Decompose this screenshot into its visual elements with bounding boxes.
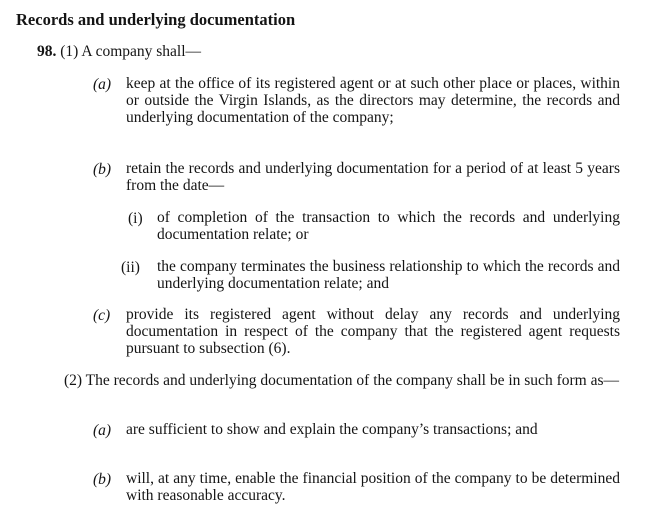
paragraph-a-label: (a) (93, 76, 112, 93)
subsection-1-intro: A company shall— (81, 43, 202, 60)
subsection-2-paragraph-b-text: will, at any time, enable the financial position of the company to be determined with reasonable accuracy. (126, 470, 620, 504)
paragraph-b-text: retain the records and underlying documentation for a period of at least 5 years from the date— (126, 160, 620, 194)
subparagraph-i-label: (i) (128, 210, 143, 227)
paragraph-c-text: provide its registered agent without delay any records and underlying documentation in respect of the company that the registered agent requests pursuant to subsection (6). (126, 306, 620, 357)
paragraph-b-label: (b) (93, 161, 112, 178)
paragraph-c-label: (c) (93, 307, 111, 324)
subsection-2-text: (2) The records and underlying documentation of the company shall be in such form as— (64, 372, 619, 389)
section-number: 98. (37, 43, 57, 60)
subparagraph-i-text: of completion of the transaction to which the records and underlying documentation relate; or (157, 209, 620, 243)
subparagraph-ii-label: (ii) (121, 259, 140, 276)
subparagraph-ii-text: the company terminates the business relationship to which the records and underlying documentation relate; and (157, 258, 620, 292)
subsection-2-paragraph-b-label: (b) (93, 471, 112, 488)
section-intro (37, 43, 201, 60)
section-heading: Records and underlying documentation (16, 10, 296, 29)
subsection-1-label: (1) (60, 43, 79, 60)
subsection-2-paragraph-a-label: (a) (93, 422, 112, 439)
paragraph-a-text: keep at the office of its registered agent or at such other place or places, within or outside the Virgin Islands, as the directors may determine, the records and underlying documentation of the company; (126, 75, 620, 126)
subsection-2-paragraph-a-text: are sufficient to show and explain the company’s transactions; and (126, 421, 538, 438)
